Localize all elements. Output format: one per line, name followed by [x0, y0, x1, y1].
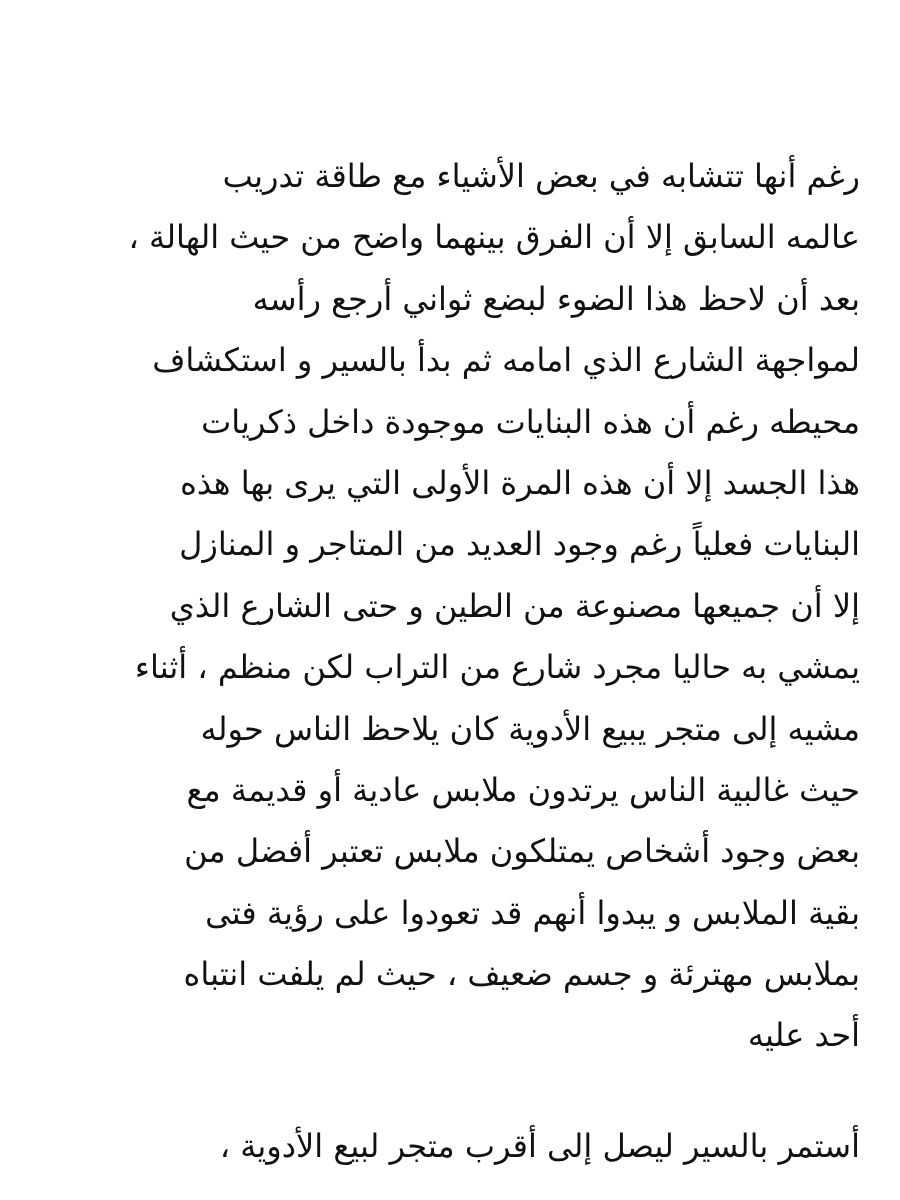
text-line: بملابس مهترئة و جسم ضعيف ، حيث لم يلفت انتباه	[183, 955, 860, 994]
text-line: إلا أن جميعها مصنوعة من الطين و حتى الشارع الذي	[169, 586, 860, 625]
text-line: رغم أنها تتشابه في بعض الأشياء مع طاقة تدريب	[222, 157, 860, 195]
text-line: يمشي به حاليا مجرد شارع من التراب لكن منظم ، أثناء	[134, 648, 860, 687]
text-line: البنايات فعلياً رغم وجود العديد من المتاجر و المنازل	[179, 525, 860, 564]
text-line: حيث غالبية الناس يرتدون ملابس عادية أو قديمة مع	[186, 770, 860, 809]
text-line: هذا الجسد إلا أن هذه المرة الأولى التي يرى بها هذه	[180, 463, 860, 502]
text-line: بعض وجود أشخاص يمتلكون ملابس تعتبر أفضل من	[184, 832, 860, 871]
text-line: عالمه السابق إلا أن الفرق بينهما واضح من حيث الهالة ،	[128, 218, 860, 257]
paragraph-1	[48, 146, 860, 1067]
text-line: أستمر بالسير ليصل إلى أقرب متجر لبيع الأدوية ،	[219, 1127, 860, 1165]
text-line: مشيه إلى متجر يبيع الأدوية كان يلاحظ الناس حوله	[200, 709, 860, 748]
text-line: لمواجهة الشارع الذي امامه ثم بدأ بالسير و استكشاف	[152, 341, 860, 380]
text-line: أحد عليه	[747, 1016, 860, 1055]
paragraph-2	[48, 1116, 860, 1177]
text-line: بقية الملابس و يبدوا أنهم قد تعودوا على رؤية فتى	[205, 893, 860, 932]
text-line: محيطه رغم أن هذه البنايات موجودة داخل ذكريات	[201, 402, 860, 441]
text-line: بعد أن لاحظ هذا الضوء لبضع ثواني أرجع رأسه	[252, 279, 860, 318]
